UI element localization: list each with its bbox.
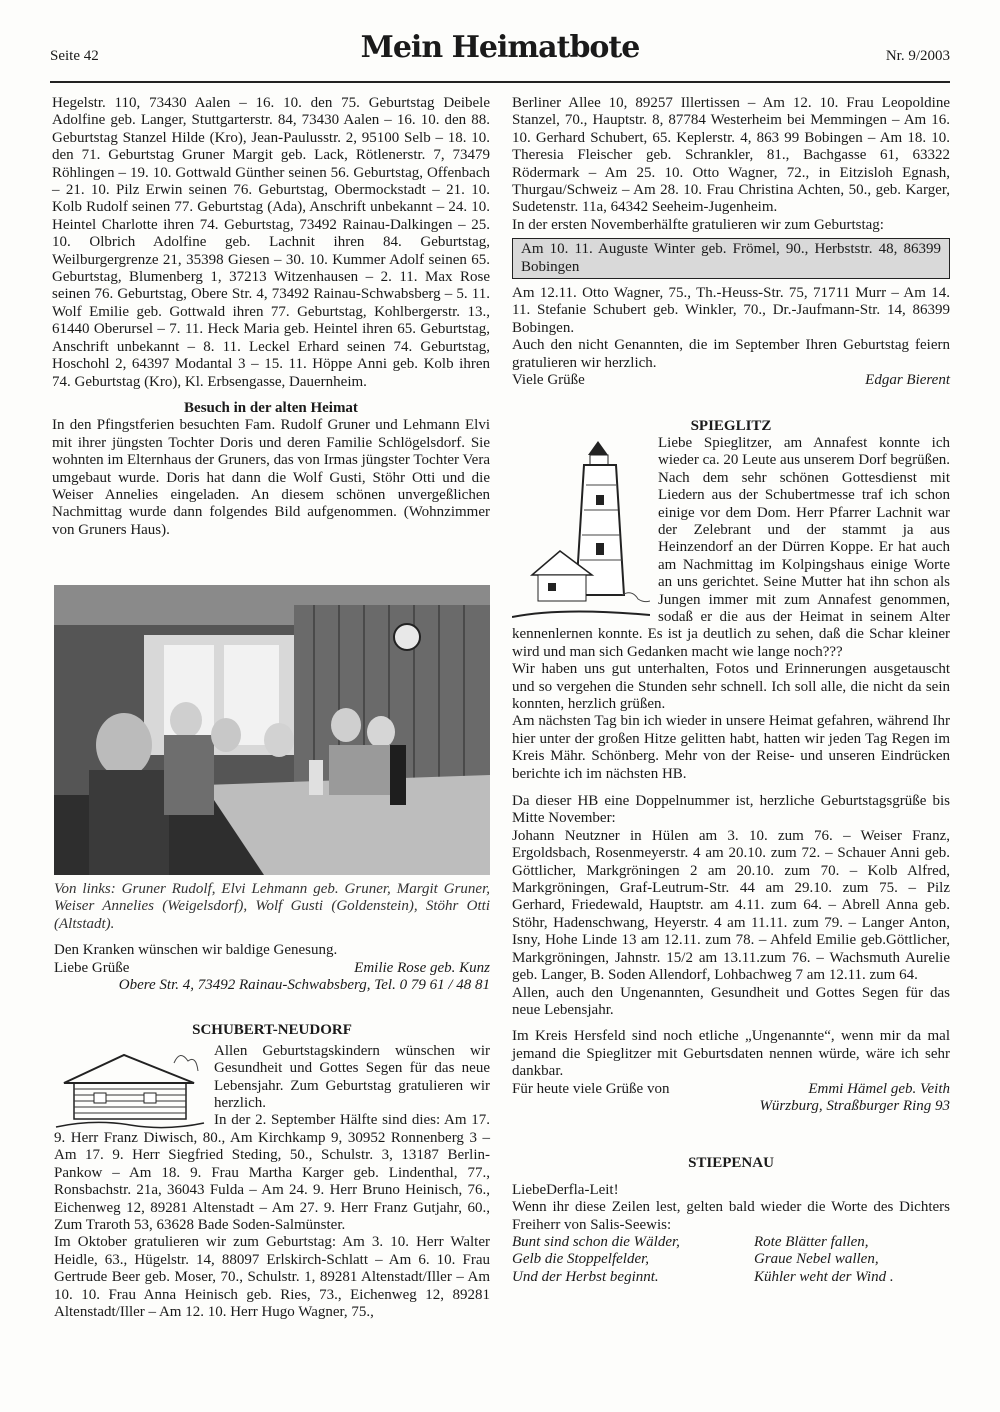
poem-line: Bunt sind schon die Wälder, [512,1233,680,1250]
stiepenau-heading: STIEPENAU [688,1155,774,1172]
september-note: Auch den nicht Genannten, die im September Ihren Geburtstag feiern gratulieren wir herzlich. [512,337,950,371]
spieglitz-hersfeld: Im Kreis Hersfeld sind noch etliche „Ungenannte“, wenn mir da mal jemand die Spieglitzer mit Geburtsdaten nennen würde, wäre ich sehr dankbar. [512,1028,950,1080]
poem-line: Graue Nebel wallen, [754,1251,879,1268]
heute-gruesse: Für heute viele Grüße von [512,1080,670,1097]
schubert-october: Im Oktober gratulieren wir zum Geburtstag: Am 3. 10. Herr Walter Heidle, 63., Hügelstr. 14, 88097 Erlskirch-Schlatt – Am 6. 10. Frau Gertrude Beer geb. Moser, 70., Schulstr. 1, 89281 Altenstadt/Iller – Am 10. 10. Frau Anna Heinisch geb. Ries, 73., Eichenweg 12, 89281 Altenstadt/Iller – Am 12. 10. Herr Hugo Wagner, 75., [54,1234,490,1320]
visit-heading: Besuch in der alten Heimat [184,399,358,416]
issue-number: Nr. 9/2003 [885,48,950,64]
living-room-photo [54,585,490,875]
spieglitz-conversation: Wir haben uns gut unterhalten, Fotos und Erinnerungen ausgetauscht und so vergehen die Stunden sehr schnell. Ich soll alle, die nicht da sein konnten, herzlich grüßen. [512,661,950,712]
header-rule [50,81,950,83]
spieglitz-travel: Am nächsten Tag bin ich wieder in unsere Heimat gefahren, während Ihr hier unter der großen Hitze gelitten habt, hatten wir jeden Tag Regen im Kreis Mähr. Schönberg. Mehr von der Reise- und unseren Eindrücken berichte ich im nächsten HB. [512,713,950,782]
tower-drawing [512,435,650,621]
greeting: Liebe Grüße [54,959,130,976]
stiepenau-text: Wenn ihr diese Zeilen lest, gelten bald wieder die Worte des Dichters Freiherr von Salis-Seewis: [512,1199,950,1233]
signature-address: Obere Str. 4, 73492 Rainau-Schwabsberg, Tel. 0 79 61 / 48 81 [118,977,490,994]
visit-text: In den Pfingstferien besuchten Fam. Rudolf Gruner und Lehmann Elvi mit ihrer jüngsten Tochter Doris und deren Familie Schlögelsdorf. Sie wohnten im Elternhaus der Gruners, das von Irmas jüngster Tochter Vera umgebaut wurde. Doris hat dann die Wolf Gusti, Stöhr Otti und die Weiser Annelies eingeladen. An diesem schönen unvergeßlichen Nachmittag wurde dann folgendes Bild aufgenommen. (Wohnzimmer von Gruners Haus). [52,417,490,538]
spieglitz-heading: SPIEGLITZ [690,417,772,434]
schubert-september: In der 2. September Hälfte sind dies: Am 17. 9. Herr Franz Diwisch, 80., Am Kirchkamp 9, 30952 Ronnenberg 3 – Am 17. 9. Herr Siegfried Steding, 50., Schulstr. 3, 13187 Berlin-Pankow – Am 18. 9. Frau Martha Karger geb. Lindenthal, 77., Ronsbachstr. 21a, 36043 Fulda – Am 24. 9. Herr Bruno Heinisch, 76., Eichenweg 12, 89281 Altenstadt – Am 27. 9. Herr Franz Gutjahr, 60., Zum Traroth 53, 63628 Bade Soden-Salmünster. [54,1112,490,1233]
poem-line: Und der Herbst beginnt. [512,1268,659,1285]
stiepenau-greeting: LiebeDerfla-Leit! [512,1181,619,1198]
spieglitz-wishes: Allen, auch den Ungenannten, Gesundheit und Gottes Segen für das neue Lebensjahr. [512,984,950,1018]
schubert-intro: Allen Geburtstagskindern wünschen wir Gesundheit und Gottes Segen für das neue Lebensjahr. Zum Geburtstag gratulieren wir herzlich. [214,1042,490,1112]
spieglitz-birthdays: Johann Neutzner in Hülen am 3. 10. zum 76. – Weiser Franz, Ergoldsbach, Rosenmeyerstr. 4 am 20.10. zum 72. – Schauer Anni geb. Göttlicher, Markgröningen 2 am 20.10. zum 70. – Kolb Alfred, Markgröningen, Graf-Leutrum-Str. 44 am 29.10. zum 75. – Pilz Gerhard, Friedewald, Hauptstr. am 4.11. zum 64. – Abrell Anna geb. Stöhr, Hadenschwang, Heyerstr. 4 am 11.11. zum 79. – Langer Anton, Isny, Hohe Linde 13 am 12.11. zum 78. – Ahfeld Emilie geb.Göttlicher, Markgröningen, Jahnstr. 15/2 am 13.11.zum 76. – Wachsmuth Aurelie geb. Langer, B. Soden Allendorf, Lohbachweg 7 am 12.11. zum 64. [512,827,950,984]
viele-gruesse: Viele Grüße [512,372,585,389]
schubert-heading: SCHUBERT-NEUDORF [192,1022,352,1039]
november-intro: In der ersten Novemberhälfte gratulieren wir zum Geburtstag: [512,216,884,233]
photo-caption: Von links: Gruner Rudolf, Elvi Lehmann geb. Gruner, Margit Gruner, Weiser Annelies (Weigelsdorf), Wolf Gusti (Goldenstein), Stöhr Otti (Altstadt). [54,881,490,932]
schubert-continued: Berliner Allee 10, 89257 Illertissen – Am 12. 10. Frau Leopoldine Stanzel, 70., Hauptstr. 8, 87784 Westerheim bei Memmingen – Am 16. 10. Gerhard Schubert, 65. Keplerstr. 4, 863 99 Bobingen – Am 18. 10. Theresia Fleischer geb. Schrankler, 81., Bachgasse 61, 63322 Rödermark – Am 25. 10. Otto Wagner, 72., in Eitzisloh Egnash, Thurgau/Schweiz – Am 28. 10. Frau Christina Achten, 50., geb. Karger, Sudetenstr. 11a, 64342 Seeheim-Jugenheim. [512,95,950,216]
emmi-signature: Emmi Hämel geb. Veith [808,1080,950,1097]
poem-line: Kühler weht der Wind . [754,1268,894,1285]
left-column-bottom [54,881,490,1321]
masthead-logo: Mein Heimatbote [360,30,640,65]
spieglitz-text: Liebe Spieglitzer, am Annafest konnte ich wieder ca. 20 Leute aus unserem Dorf begrüßen. Nach dem sehr schönen Gottesdienst mit Liedern aus der Schubertmesse traf ich schon einige vor dem Dom. Herr Pfarrer Lachnit war der Zelebrant und der stammt ja aus Heinzendorf an der Dürren Koppe. Er hat auch am Nachmittag im Kolpingshaus einige Worte an uns gerichtet. Seine Mutter hat ihn schon als Jungen immer mit zum Annafest genommen, sodaß er die aus der Heimat in seinem Alter kennenlernen konnte. Es ist ja deutlich zu sehen, daß die Schar kleiner wird und man sich Gedanken macht wie lange noch??? [512,434,950,660]
poem-line: Rote Blätter fallen, [754,1233,869,1250]
spieglitz-double-issue: Da dieser HB eine Doppelnummer ist, herzliche Geburtstagsgrüße bis Mitte November: [512,793,950,827]
highlight-box: Am 10. 11. Auguste Winter geb. Frömel, 90., Herbststr. 48, 86399 Bobingen [512,238,950,279]
birthday-list: Hegelstr. 110, 73430 Aalen – 16. 10. den 75. Geburtstag Deibele Adolfine geb. Langer, Stuttgarterstr. 84, 73430 Aalen – 16. 10. den 88. Geburtstag Stanzel Hilde (Kro), Jean-Paulusstr. 2, 95100 Selb – 18. 10. den 71. Geburtstag Gruner Margit geb. Lack, Rötlenerstr. 7, 73479 Röhlingen – 19. 10. Gottwald Günther seinen 56. Geburtstag, Offenbach – 21. 10. Pilz Erwin seinen 76. Geburtstag, Obermockstadt – 21. 10. Kolb Rudolf seinen 77. Geburtstag (Ada), Anschrift unbekannt – 24. 10. Heintel Charlotte ihren 74. Geburtstag, 73492 Rainau-Dalkingen – 25. 10. Olbrich Adolfine geb. Lachnit ihren 84. Geburtstag, Weilburgergrenze 21, 35398 Giesen – 30. 10. Kummer Adolf seinen 65. Geburtstag, Blumenberg 1, 37213 Witzenhausen – 2. 11. Max Rose seinen 76. Geburtstag, Obere Str. 4, 73492 Rainau-Schwabsberg – 5. 11. Wolf Emilie geb. Gottwald ihren 77. Geburtstag, Kohlbergerstr. 13., 61440 Oberursel – 7. 11. Heck Maria geb. Heintel ihren 65. Geburtstag, Anschrift unbekannt – 8. 11. Leckel Erhard seinen 74. Geburtstag, Hoschohl 2, 64397 Modantal 3 – 15. 11. Höppe Anni geb. Kolb ihren 74. Geburtstag (Kro), Kl. Erbsengasse, Dauernheim. [52,95,490,390]
left-column-top [52,95,490,539]
right-column [512,95,950,1286]
edgar-signature: Edgar Bierent [865,372,950,389]
poem [512,1234,950,1286]
signature-name: Emilie Rose geb. Kunz [354,959,490,976]
november-more: Am 12.11. Otto Wagner, 75., Th.-Heuss-Str. 75, 71711 Murr – Am 14. 11. Stefanie Schubert geb. Winkler, 70., Dr.-Jaufmann-Str. 14, 86399 Bobingen. [512,285,950,336]
farmhouse-drawing [54,1043,206,1129]
emmi-address: Würzburg, Straßburger Ring 93 [759,1097,950,1114]
sick-wishes: Den Kranken wünschen wir baldige Genesung. [54,942,338,959]
poem-line: Gelb die Stoppelfelder, [512,1251,650,1268]
page-number: Seite 42 [50,48,99,64]
